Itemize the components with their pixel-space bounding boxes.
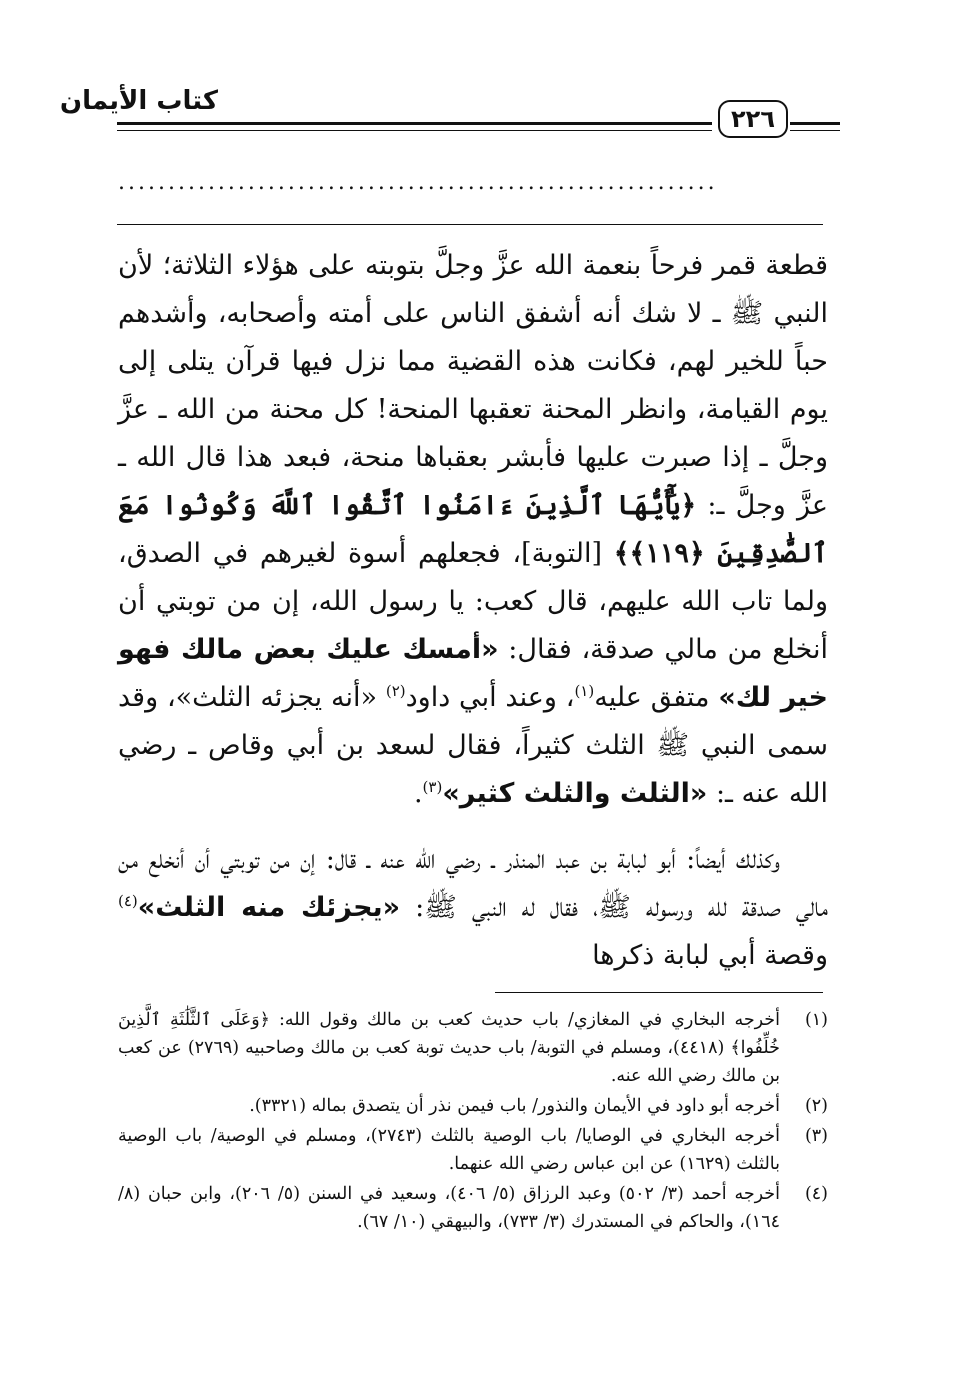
paragraph-2 bbox=[118, 836, 828, 980]
footnote-separator bbox=[495, 992, 823, 993]
header-rule bbox=[117, 122, 712, 125]
footnote bbox=[118, 1180, 828, 1236]
footnote-number: (٣) bbox=[804, 1126, 828, 1146]
footnotes bbox=[118, 1006, 828, 1238]
text-segment: ، وعند أبي داود bbox=[405, 682, 575, 713]
text-segment: «أنه يجزئه الثلث»، وقد سمى النبي ﷺ الثلث كثيراً، فقال لسعد بن أبي وقاص ـ رضي الله عنه ـ: bbox=[118, 682, 828, 809]
footnote-text: أخرجه أحمد (٣/ ٥٠٢) وعبد الرزاق (٥/ ٤٠٦)، وسعيد في السنن (٥/ ٢٠٦)، وابن حبان (٨/ ١٦٤)، والحاكم في المستدرك (٣/ ٧٣٣)، والبيهقي (١٠/ ٦٧). bbox=[118, 1184, 780, 1232]
header-rule-right bbox=[790, 122, 840, 125]
footnote-number: (٢) bbox=[804, 1096, 828, 1116]
footnote-ref[interactable]: (١) bbox=[574, 682, 595, 700]
hadith-quote: «الثلث والثلث كثير» bbox=[442, 778, 708, 809]
text-segment: وكذلك أيضاً: أبو لبابة بن عبد المنذر ـ رضي الله عنه ـ قال: إن من توبتي أن أنخلع من مالي صدقة لله ورسوله ﷺ، فقال له النبي ﷺ: bbox=[118, 844, 828, 923]
footnote bbox=[118, 1092, 828, 1120]
footnote bbox=[118, 1122, 828, 1178]
footnote-number: (٤) bbox=[804, 1184, 828, 1204]
page-number: ٢٢٦ bbox=[718, 100, 788, 138]
footnote bbox=[118, 1006, 828, 1090]
paragraph-1 bbox=[118, 242, 828, 818]
footnote-text: أخرجه البخاري في المغازي/ باب حديث كعب بن مالك وقول الله: ﴿وَعَلَى ٱلثَّلَٰثَةِ ٱلَّذِينَ خُلِّفُوا﴾ (٤٤١٨)، ومسلم في التوبة/ باب حديث توبة كعب بن مالك وصاحبيه (٢٧٦٩) عن كعب بن مالك رضي الله عنه. bbox=[118, 1010, 780, 1086]
footnote-ref[interactable]: (٣) bbox=[422, 778, 443, 796]
header-rule-thin bbox=[117, 130, 712, 131]
hadith-quote: «يجزئك منه الثلث» bbox=[137, 892, 401, 923]
footnote-number: (١) bbox=[804, 1010, 828, 1030]
section-separator bbox=[117, 224, 823, 225]
footnote-ref[interactable]: (٢) bbox=[385, 682, 406, 700]
text-segment: . bbox=[413, 778, 423, 809]
header-rule-right-thin bbox=[790, 130, 840, 131]
omission-dots: ............................................................ bbox=[118, 170, 718, 195]
hadith-quote: «أمسك عليك بعض مالك فهو خير لك» bbox=[118, 634, 828, 713]
running-header-title: كتاب الأيمان bbox=[59, 86, 218, 116]
text-segment: متفق عليه bbox=[594, 682, 719, 713]
footnote-ref[interactable]: (٤) bbox=[118, 892, 138, 910]
text-segment: قطعة قمر فرحاً بنعمة الله عزَّ وجلَّ بتوبته على هؤلاء الثلاثة؛ لأن النبي ﷺ ـ لا شك أنه أشفق الناس على أمته وأصحابه، وأشدهم حباً للخير لهم، فكانت هذه القضية مما نزل فيها قرآن يتلى إلى يوم القيامة، وانظر المحنة تعقبها المنحة! كل محنة من الله ـ عزَّ وجلَّ ـ إذا صبرت عليها فأبشر بعقباها منحة، فبعد هذا قال الله ـ عزَّ وجلَّ ـ: bbox=[118, 250, 828, 521]
footnote-text: أخرجه أبو داود في الأيمان والنذور/ باب فيمن نذر أن يتصدق بماله (٣٣٢١). bbox=[249, 1096, 780, 1116]
text-segment: وقصة أبي لبابة ذكرها bbox=[592, 940, 828, 971]
quran-verse: ﴿يَٰٓأَيُّهَا ٱلَّذِينَ ءَامَنُوا ٱتَّقُوا ٱللَّهَ وَكُونُوا مَعَ ٱلصَّٰدِقِينَ ﴿١١٩﴾﴾ bbox=[118, 490, 828, 569]
text-segment: [التوبة]، فجعلهم أسوة لغيرهم في الصدق، ولما تاب الله عليهم، قال كعب: يا رسول الله، إن من توبتي أن أنخلع من مالي صدقة، فقال: bbox=[118, 538, 828, 665]
footnote-text: أخرجه البخاري في الوصايا/ باب الوصية بالثلث (٢٧٤٣)، ومسلم في الوصية/ باب الوصية بالثلث (١٦٢٩) عن ابن عباس رضي الله عنهما. bbox=[118, 1126, 780, 1174]
